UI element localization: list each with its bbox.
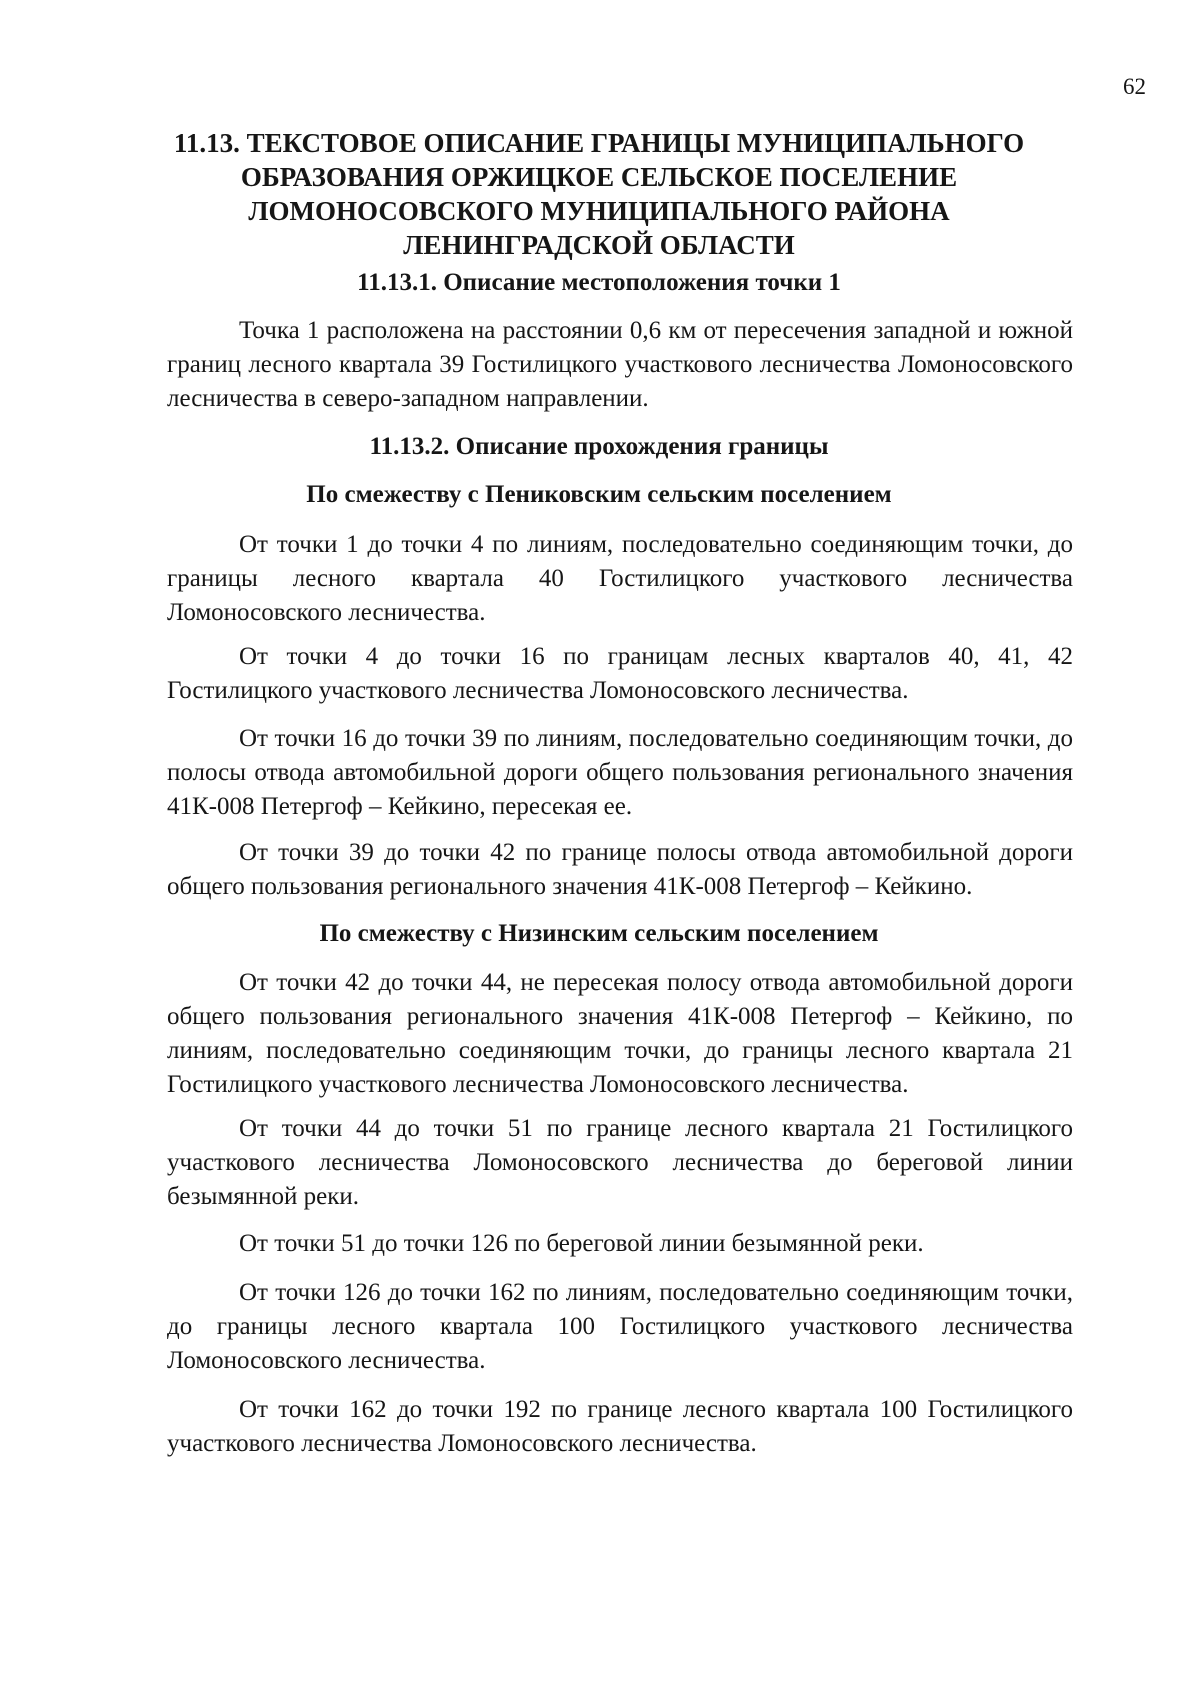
paragraph-boundary-1-4: От точки 1 до точки 4 по линиям, последовательно соединяющим точки, до границы лесного квартала 40 Гостилицкого участкового лесничества Ломоносовского лесничества. [167,531,1073,626]
title-line: ЛОМОНОСОВСКОГО МУНИЦИПАЛЬНОГО РАЙОНА [248,196,950,226]
title-line: ЛЕНИНГРАДСКОЙ ОБЛАСТИ [403,230,795,260]
title-line: 11.13. ТЕКСТОВОЕ ОПИСАНИЕ ГРАНИЦЫ МУНИЦИПАЛЬНОГО [173,128,1025,158]
paragraph-point-1-location: Точка 1 расположена на расстоянии 0,6 км от пересечения западной и южной границ лесного квартала 39 Гостилицкого участкового лесничества Ломоносовского лесничества в северо-западном направлении. [167,317,1073,412]
paragraph-boundary-39-42: От точки 39 до точки 42 по границе полосы отвода автомобильной дороги общего пользования регионального значения 41К-008 Петергоф – Кейкино. [167,839,1073,900]
subsection-heading-penikovskoe: По смежеству с Пениковским сельским поселением [306,481,892,508]
section-heading-location: 11.13.1. Описание местоположения точки 1 [357,269,841,296]
paragraph-boundary-51-126: От точки 51 до точки 126 по береговой линии безымянной реки. [239,1230,924,1257]
paragraph-boundary-16-39: От точки 16 до точки 39 по линиям, последовательно соединяющим точки, до полосы отвода автомобильной дороги общего пользования регионального значения 41К-008 Петергоф – Кейкино, пересекая ее. [167,725,1073,820]
paragraph-boundary-126-162: От точки 126 до точки 162 по линиям, последовательно соединяющим точки, до границы лесного квартала 100 Гостилицкого участкового лесничества Ломоносовского лесничества. [167,1279,1073,1374]
paragraph-boundary-4-16: От точки 4 до точки 16 по границам лесных кварталов 40, 41, 42 Гостилицкого участкового лесничества Ломоносовского лесничества. [167,643,1073,704]
paragraph-boundary-162-192: От точки 162 до точки 192 по границе лесного квартала 100 Гостилицкого участкового лесничества Ломоносовского лесничества. [167,1396,1073,1457]
paragraph-boundary-44-51: От точки 44 до точки 51 по границе лесного квартала 21 Гостилицкого участкового лесничества Ломоносовского лесничества до береговой линии безымянной реки. [167,1115,1073,1210]
section-heading-boundary: 11.13.2. Описание прохождения границы [369,433,829,460]
paragraph-boundary-42-44: От точки 42 до точки 44, не пересекая полосу отвода автомобильной дороги общего пользования регионального значения 41К-008 Петергоф – Кейкино, по линиям, последовательно соединяющим точки, до границы лесного квартала 21 Гостилицкого участкового лесничества Ломоносовского лесничества. [167,969,1073,1098]
page-number: 62 [1123,74,1146,99]
title-line: ОБРАЗОВАНИЯ ОРЖИЦКОЕ СЕЛЬСКОЕ ПОСЕЛЕНИЕ [240,162,958,192]
subsection-heading-nizinskoe: По смежеству с Низинским сельским поселением [319,920,879,947]
document-title [150,126,1048,262]
